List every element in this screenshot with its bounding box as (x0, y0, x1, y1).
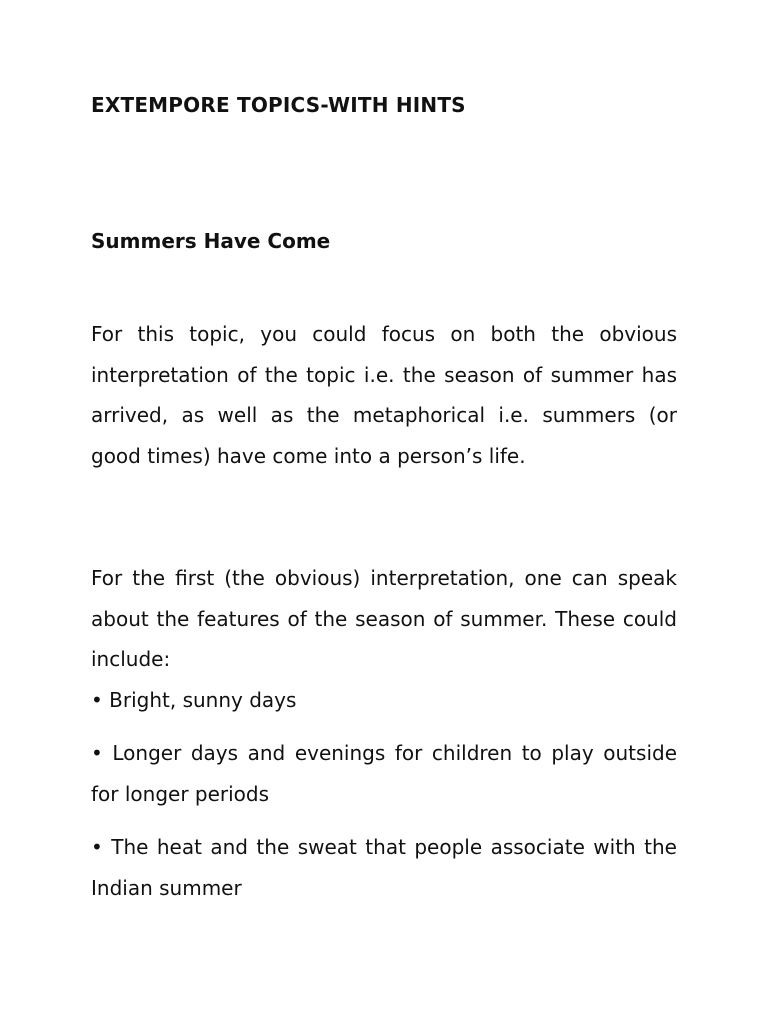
list-item: • The heat and the sweat that people associate with the Indian summer (91, 835, 677, 900)
interpretation-paragraph: For the first (the obvious) interpretation, one can speak about the features of the season of summer. These could include: (91, 566, 677, 672)
document-title: EXTEMPORE TOPICS-WITH HINTS (91, 93, 466, 117)
intro-paragraph: For this topic, you could focus on both the obvious interpretation of the topic i.e. the season of summer has arrived, as well as the metaphorical i.e. summers (or good times) have come into a person’s life. (91, 322, 677, 469)
list-item: • Longer days and evenings for children to play outside for longer periods (91, 741, 677, 806)
list-item: • Bright, sunny days (91, 688, 297, 712)
section-heading: Summers Have Come (91, 229, 331, 253)
